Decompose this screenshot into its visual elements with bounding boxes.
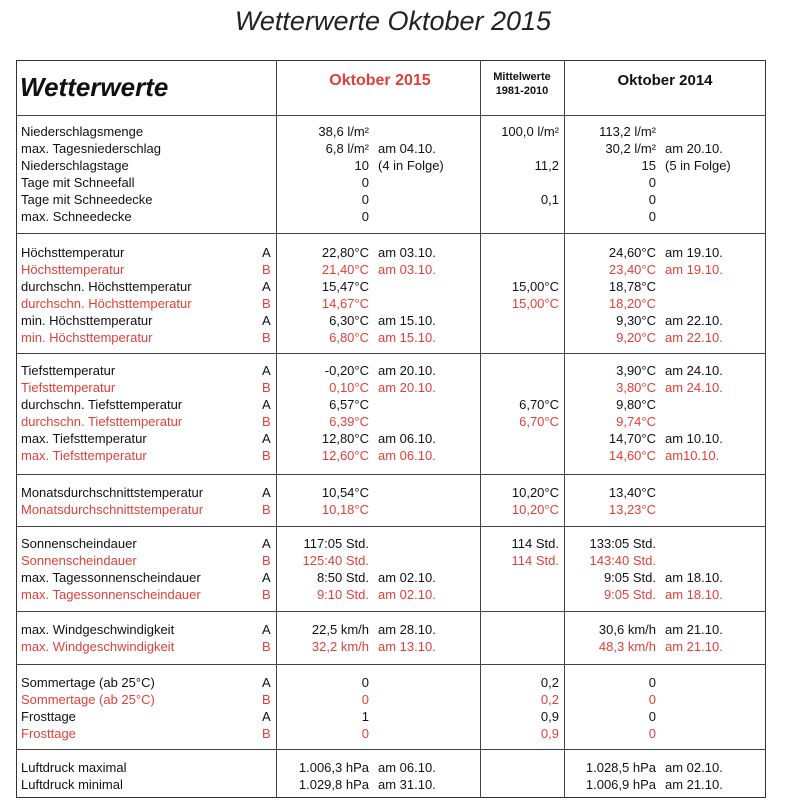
cell-n14: am 19.10. [665, 262, 723, 277]
header-oktober-2014: Oktober 2014 [617, 72, 713, 89]
cell-v15: 1.006,3 hPa [298, 760, 369, 775]
cell-n14: am 21.10. [665, 622, 723, 637]
cell-avg: 10,20°C [511, 485, 559, 500]
table-row [0, 329, 786, 346]
cell-st: A [262, 363, 271, 378]
cell-v14: 1.006,9 hPa [585, 777, 656, 792]
cell-label: max. Tagessonnenscheindauer [21, 587, 201, 602]
cell-label: Sonnenscheindauer [21, 536, 137, 551]
cell-st: A [262, 397, 271, 412]
table-row [0, 708, 786, 725]
cell-avg: 114 Std. [511, 553, 559, 568]
cell-v15: 6,8 l/m² [325, 141, 369, 156]
cell-v15: 117:05 Std. [303, 536, 369, 551]
cell-label: max. Schneedecke [21, 209, 132, 224]
cell-v14: 23,40°C [608, 262, 656, 277]
cell-v14: 14,60°C [608, 448, 656, 463]
cell-n15: am 06.10. [378, 760, 436, 775]
cell-n15: am 04.10. [378, 141, 436, 156]
cell-n15: am 31.10. [378, 777, 436, 792]
cell-st: B [262, 448, 271, 463]
cell-st: B [262, 553, 271, 568]
cell-v14: 18,20°C [608, 296, 656, 311]
table-row [0, 174, 786, 191]
cell-n15: am 28.10. [378, 622, 436, 637]
header-label: Wetterwerte [20, 72, 169, 102]
table-row [0, 447, 786, 464]
table-row [0, 295, 786, 312]
header-mittelwerte-line2: 1981-2010 [495, 85, 549, 97]
cell-st: B [262, 296, 271, 311]
cell-st: A [262, 675, 271, 690]
cell-v15: 14,67°C [321, 296, 369, 311]
cell-avg: 0,9 [540, 709, 559, 724]
table-row [0, 157, 786, 174]
table-row [0, 759, 786, 776]
table-row [0, 140, 786, 157]
cell-label: Tage mit Schneefall [21, 175, 135, 190]
cell-v14: 24,60°C [608, 245, 656, 260]
cell-n14: am 18.10. [665, 570, 723, 585]
cell-n15: am 20.10. [378, 363, 436, 378]
cell-v14: 9,20°C [616, 330, 656, 345]
table-row [0, 484, 786, 501]
cell-n14: (5 in Folge) [665, 158, 731, 173]
cell-st: A [262, 485, 271, 500]
cell-label: Niederschlagstage [21, 158, 129, 173]
cell-label: max. Tiefsttemperatur [21, 448, 147, 463]
cell-st: A [262, 313, 271, 328]
cell-n14: am 19.10. [665, 245, 723, 260]
cell-v15: 1 [361, 709, 369, 724]
cell-st: A [262, 279, 271, 294]
table-row [0, 362, 786, 379]
cell-label: Luftdruck minimal [21, 777, 123, 792]
cell-st: A [262, 536, 271, 551]
cell-n15: am 20.10. [378, 380, 436, 395]
cell-v14: 0 [648, 726, 656, 741]
cell-v14: 30,6 km/h [598, 622, 656, 637]
cell-n15: am 15.10. [378, 330, 436, 345]
cell-n14: am10.10. [665, 448, 720, 463]
cell-n14: am 24.10. [665, 380, 723, 395]
cell-v14: 9:05 Std. [603, 570, 656, 585]
cell-label: durchschn. Höchsttemperatur [21, 296, 192, 311]
cell-v15: 12,60°C [321, 448, 369, 463]
table-row [0, 396, 786, 413]
cell-v15: 0 [361, 726, 369, 741]
table-row [0, 638, 786, 655]
cell-v14: 1.028,5 hPa [585, 760, 656, 775]
cell-n15: am 06.10. [378, 431, 436, 446]
table-row [0, 552, 786, 569]
cell-n15: am 03.10. [378, 262, 436, 277]
table-row [0, 413, 786, 430]
group-divider [16, 474, 766, 475]
group-divider [16, 526, 766, 527]
cell-v15: 6,80°C [329, 330, 369, 345]
cell-v14: 9,74°C [616, 414, 656, 429]
cell-st: B [262, 639, 271, 654]
cell-v14: 13,23°C [608, 502, 656, 517]
cell-v15: 8:50 Std. [316, 570, 369, 585]
cell-avg: 10,20°C [511, 502, 559, 517]
cell-avg: 0,1 [540, 192, 559, 207]
page-title: Wetterwerte Oktober 2015 [234, 6, 552, 36]
cell-v14: 0 [648, 192, 656, 207]
table-row [0, 569, 786, 586]
cell-v14: 0 [648, 675, 656, 690]
cell-v15: 6,30°C [329, 313, 369, 328]
cell-v14: 0 [648, 709, 656, 724]
cell-avg: 0,9 [540, 726, 559, 741]
cell-label: Niederschlagsmenge [21, 124, 144, 139]
cell-v15: 0 [361, 192, 369, 207]
cell-v14: 0 [648, 175, 656, 190]
table-row [0, 244, 786, 261]
cell-label: Frosttage [21, 709, 76, 724]
cell-st: B [262, 726, 271, 741]
cell-avg: 15,00°C [511, 279, 559, 294]
cell-st: B [262, 692, 271, 707]
cell-label: Sommertage (ab 25°C) [21, 692, 155, 707]
cell-n14: am 22.10. [665, 330, 723, 345]
cell-st: A [262, 245, 271, 260]
cell-v14: 48,3 km/h [598, 639, 656, 654]
cell-n14: am 21.10. [665, 777, 723, 792]
cell-st: B [262, 502, 271, 517]
cell-label: durchschn. Höchsttemperatur [21, 279, 192, 294]
cell-v15: 6,57°C [329, 397, 369, 412]
cell-v14: 3,80°C [616, 380, 656, 395]
cell-v14: 13,40°C [608, 485, 656, 500]
cell-v15: 10 [354, 158, 369, 173]
cell-v15: 0 [361, 175, 369, 190]
cell-label: durchschn. Tiefsttemperatur [21, 397, 183, 412]
cell-v15: 22,5 km/h [311, 622, 369, 637]
table-row [0, 261, 786, 278]
cell-v14: 133:05 Std. [589, 536, 656, 551]
cell-label: max. Tagesniederschlag [21, 141, 161, 156]
cell-v15: 12,80°C [321, 431, 369, 446]
cell-v15: 6,39°C [329, 414, 369, 429]
cell-n15: am 13.10. [378, 639, 436, 654]
cell-v14: 9:05 Std. [603, 587, 656, 602]
cell-v15: 38,6 l/m² [318, 124, 369, 139]
cell-label: max. Tagessonnenscheindauer [21, 570, 201, 585]
cell-avg: 114 Std. [511, 536, 559, 551]
cell-st: B [262, 330, 271, 345]
header-mittelwerte-line1: Mittelwerte [493, 71, 551, 83]
cell-v14: 143:40 Std. [589, 553, 656, 568]
cell-v14: 113,2 l/m² [599, 124, 656, 139]
cell-n14: am 10.10. [665, 431, 723, 446]
cell-avg: 0,2 [540, 675, 559, 690]
header-divider [16, 115, 766, 116]
cell-label: Monatsdurchschnittstemperatur [21, 502, 204, 517]
cell-avg: 15,00°C [511, 296, 559, 311]
cell-avg: 100,0 l/m² [501, 124, 559, 139]
cell-v14: 9,80°C [616, 397, 656, 412]
table-row [0, 691, 786, 708]
cell-v15: 22,80°C [321, 245, 369, 260]
cell-label: Frosttage [21, 726, 76, 741]
cell-label: max. Windgeschwindigkeit [21, 639, 175, 654]
cell-label: Tiefsttemperatur [21, 363, 116, 378]
table-row [0, 312, 786, 329]
cell-v14: 30,2 l/m² [605, 141, 656, 156]
table-row [0, 725, 786, 742]
header-oktober-2015: Oktober 2015 [329, 72, 431, 89]
table-row [0, 208, 786, 225]
cell-st: A [262, 709, 271, 724]
cell-v15: 0 [361, 675, 369, 690]
cell-v14: 3,90°C [616, 363, 656, 378]
group-divider [16, 664, 766, 665]
cell-st: A [262, 570, 271, 585]
cell-v15: 15,47°C [321, 279, 369, 294]
cell-avg: 6,70°C [519, 397, 559, 412]
cell-n15: (4 in Folge) [378, 158, 444, 173]
cell-v14: 9,30°C [616, 313, 656, 328]
cell-n15: am 03.10. [378, 245, 436, 260]
cell-label: max. Tiefsttemperatur [21, 431, 147, 446]
table-row [0, 430, 786, 447]
cell-avg: 11,2 [534, 158, 559, 173]
cell-label: max. Windgeschwindigkeit [21, 622, 175, 637]
cell-v15: 32,2 km/h [311, 639, 369, 654]
cell-v15: 0,10°C [329, 380, 369, 395]
header-mittelwerte [480, 70, 564, 98]
cell-avg: 0,2 [540, 692, 559, 707]
cell-label: Sonnenscheindauer [21, 553, 137, 568]
cell-n15: am 02.10. [378, 587, 436, 602]
table-row [0, 776, 786, 793]
cell-v14: 18,78°C [608, 279, 656, 294]
cell-label: min. Höchsttemperatur [21, 313, 153, 328]
table-row [0, 278, 786, 295]
cell-st: A [262, 622, 271, 637]
cell-st: B [262, 380, 271, 395]
cell-label: durchschn. Tiefsttemperatur [21, 414, 183, 429]
cell-label: Tiefsttemperatur [21, 380, 116, 395]
cell-v14: 0 [648, 209, 656, 224]
cell-n14: am 02.10. [665, 760, 723, 775]
cell-n14: am 24.10. [665, 363, 723, 378]
cell-v15: -0,20°C [324, 363, 369, 378]
table-row [0, 379, 786, 396]
cell-st: B [262, 587, 271, 602]
cell-n14: am 18.10. [665, 587, 723, 602]
cell-label: Luftdruck maximal [21, 760, 127, 775]
cell-avg: 6,70°C [519, 414, 559, 429]
cell-v14: 14,70°C [608, 431, 656, 446]
cell-v15: 9:10 Std. [316, 587, 369, 602]
table-row [0, 123, 786, 140]
cell-n15: am 15.10. [378, 313, 436, 328]
cell-v15: 1.029,8 hPa [298, 777, 369, 792]
cell-st: B [262, 414, 271, 429]
cell-n15: am 02.10. [378, 570, 436, 585]
cell-v15: 0 [361, 209, 369, 224]
cell-v15: 10,18°C [321, 502, 369, 517]
table-row [0, 191, 786, 208]
cell-st: A [262, 431, 271, 446]
group-divider [16, 353, 766, 354]
cell-label: Monatsdurchschnittstemperatur [21, 485, 204, 500]
cell-label: Höchsttemperatur [21, 245, 125, 260]
cell-n15: am 06.10. [378, 448, 436, 463]
table-row [0, 501, 786, 518]
cell-v14: 15 [641, 158, 656, 173]
group-divider [16, 233, 766, 234]
group-divider [16, 749, 766, 750]
cell-st: B [262, 262, 271, 277]
cell-label: Sommertage (ab 25°C) [21, 675, 155, 690]
cell-label: min. Höchsttemperatur [21, 330, 153, 345]
cell-label: Höchsttemperatur [21, 262, 125, 277]
table-row [0, 621, 786, 638]
cell-v14: 0 [648, 692, 656, 707]
table-row [0, 674, 786, 691]
table-row [0, 586, 786, 603]
cell-v15: 125:40 Std. [302, 553, 369, 568]
cell-n14: am 20.10. [665, 141, 723, 156]
cell-v15: 21,40°C [321, 262, 369, 277]
cell-n14: am 21.10. [665, 639, 723, 654]
cell-v15: 0 [361, 692, 369, 707]
cell-label: Tage mit Schneedecke [21, 192, 153, 207]
table-row [0, 535, 786, 552]
group-divider [16, 611, 766, 612]
cell-n14: am 22.10. [665, 313, 723, 328]
cell-v15: 10,54°C [321, 485, 369, 500]
